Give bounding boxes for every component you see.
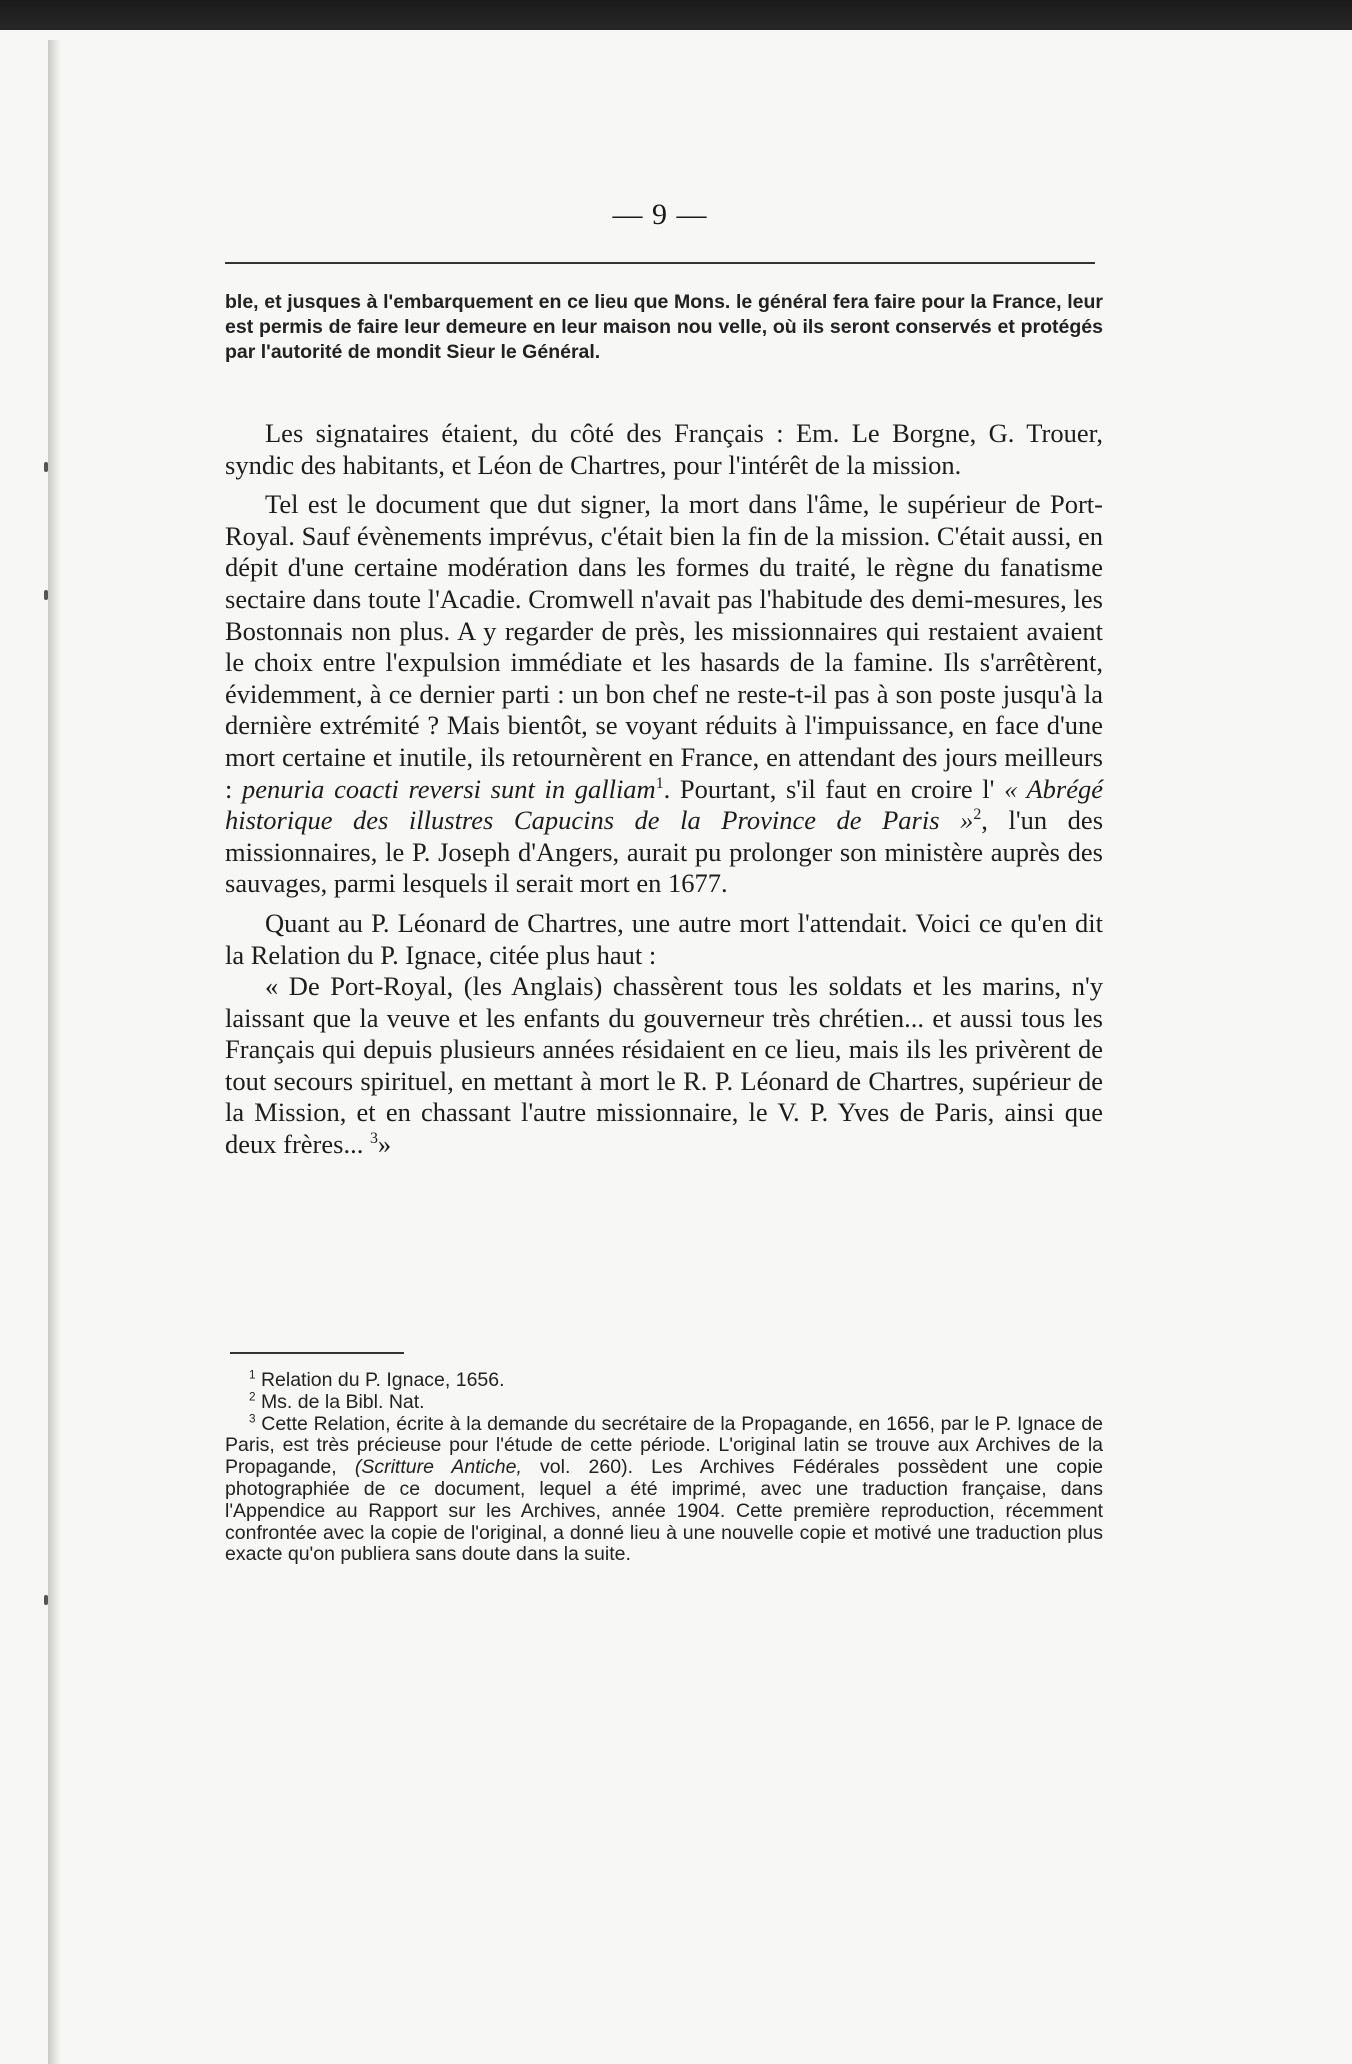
paragraph-document: Tel est le document que dut signer, la mort dans l'âme, le supérieur de Port-Royal. Sauf évènements imprévus, c'était bien la fin de la mission. C'était aussi, en dépit d'une certaine modération dans les formes du traité, le règne du fanatisme sectaire dans toute l'Acadie. Cromwell n'avait pas l'habitude des demi-mesures, les Bostonnais non plus. A y regarder de près, les missionnaires qui restaient avaient le choix entre l'expulsion immédiate et les hasards de la famine. Ils s'arrêtèrent, évidemment, à ce dernier parti : un bon chef ne reste-t-il pas à son poste jusqu'à la dernière extrémité ? Mais bientôt, se voyant réduits à l'impuissance, en face d'une mort certaine et inutile, ils retournèrent en France, en attendant des jours meilleurs : penuria coacti reversi sunt in galliam$^1$. Pourtant, s'il faut en croire l' « Abrégé historique des illustres Capucins de la Province de Paris »$^2$, l'un des missionnaires, le P. Joseph d'Angers, aurait pu prolonger son ministère auprès des sauvages, parmi lesquels il serait mort en 1677. — [225, 489, 1104, 899]
paragraph-signataires: Les signataires étaient, du côté des Français : Em. Le Borgne, G. Trouer, syndic des habitants, et Léon de Chartres, pour l'intérêt de la mission. — [225, 418, 1103, 480]
footnote-1: $^1$ Relation du P. Ignace, 1656. — [249, 1368, 505, 1391]
scan-speck — [44, 1595, 48, 1605]
paragraph-leonard: Quant au P. Léonard de Chartres, une autre mort l'attendait. Voici ce qu'en dit la Relation du P. Ignace, citée plus haut : — [225, 907, 1103, 970]
scan-speck — [44, 462, 48, 472]
page-number: — 9 — — [612, 198, 708, 231]
footnote-ref-1: 1 — [655, 774, 664, 792]
footnote-rule — [230, 1352, 404, 1354]
footnote-3: $^3$ Cette Relation, écrite à la demande du secrétaire de la Propagande, en 1656, par le P. Ignace de Paris, est très précieuse pour l'étude de cette période. L'original latin se trouve aux Archives de la Propagande, (Scritture Antiche, vol. 260). Les Archives Fédérales possèdent une copie photographiée de ce document, lequel a été imprimé, avec une traduction française, dans l'Appendice au Rapport sur les Archives, année 1904. Cette première reproduction, récemment confrontée avec la copie de l'original, a donné lieu à une nouvelle copie et motivé une traduction plus exacte qu'on publiera sans doute dans la suite. — [225, 1412, 1103, 1566]
footnotes — [225, 1370, 1103, 1566]
footnote-ref-2: 2 — [973, 806, 982, 824]
book-title: « Abrégé historique des illustres Capucins de la Province de Paris » — [225, 773, 1103, 836]
footnote-2: $^2$ Ms. de la Bibl. Nat. — [249, 1390, 425, 1413]
main-text — [225, 418, 1103, 1161]
latin-quote: penuria coacti reversi sunt in galliam — [242, 773, 656, 804]
scan-speck — [44, 590, 48, 600]
footnote-ref-3: 3 — [369, 1130, 378, 1148]
quoted-treaty-continuation: ble, et jusques à l'embarquement en ce lieu que Mons. le général fera faire pour la France, leur est permis de faire leur demeure en leur maison nou velle, où ils seront conservés et protégés par l'autorité de mondit Sieur le Général. — [225, 291, 1103, 363]
header-rule — [225, 262, 1095, 264]
paragraph-relation-quote: « De Port-Royal, (les Anglais) chassèrent tous les soldats et les marins, n'y laissant que la veuve et les enfants du gouverneur très chrétien... et aussi tous les Français qui depuis plusieurs années résidaient en ce lieu, mais ils les privèrent de tout secours spirituel, en mettant à mort le R. P. Léonard de Chartres, supérieur de la Mission, et en chassant l'autre missionnaire, le V. P. Yves de Paris, ainsi que deux frères... $^3$» — [225, 971, 1103, 1160]
page-binding-edge — [48, 40, 62, 2064]
